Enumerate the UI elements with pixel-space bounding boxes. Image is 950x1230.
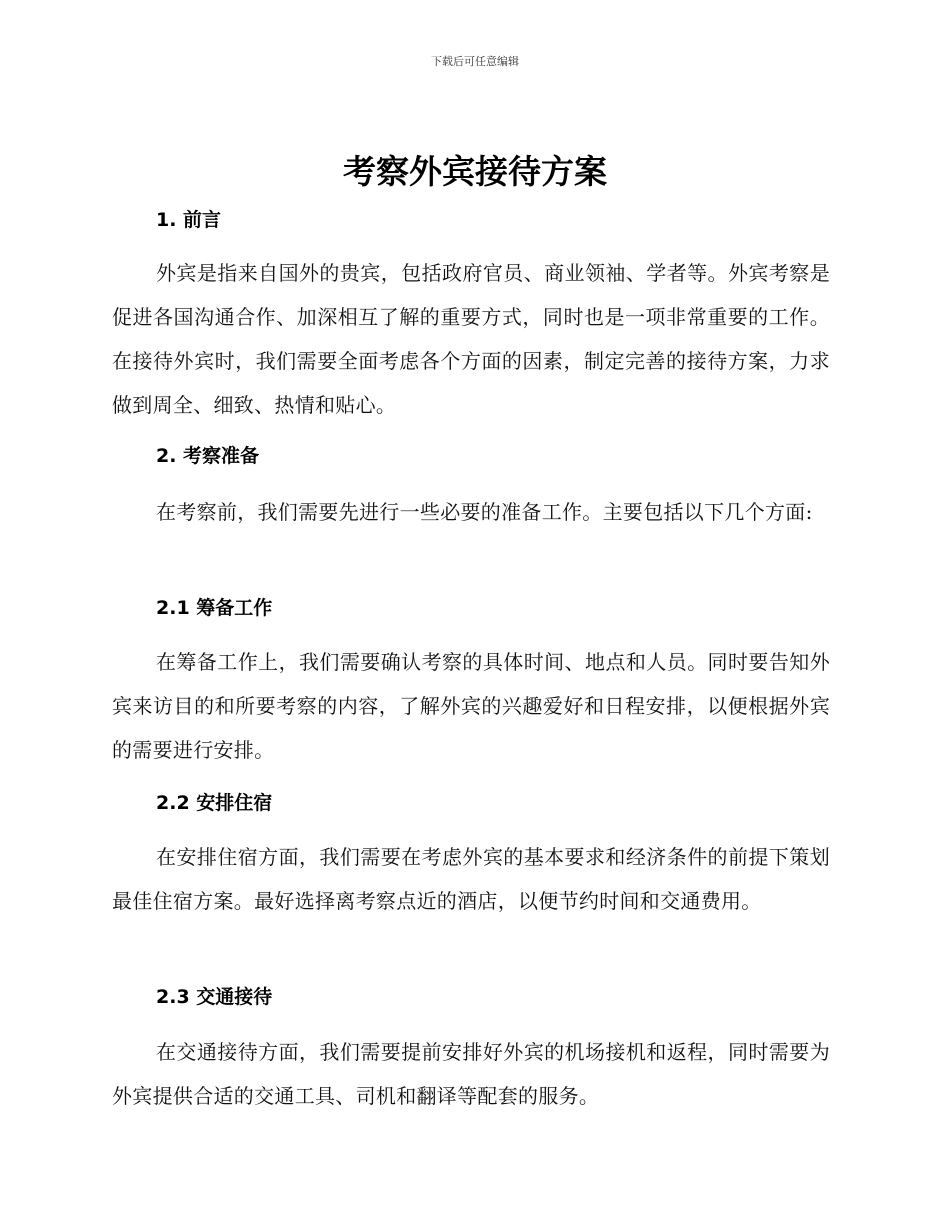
section-body-accommodation: 在安排住宿方面，我们需要在考虑外宾的基本要求和经济条件的前提下策划最佳住宿方案。最好选择离考察点近的酒店，以便节约时间和交通费用。 (112, 845, 830, 913)
section-body-transportation: 在交通接待方面，我们需要提前安排好外宾的机场接机和返程，同时需要为外宾提供合适的交通工具、司机和翻译等配套的服务。 (112, 1040, 830, 1108)
section-body-preparation: 在考察前，我们需要先进行一些必要的准备工作。主要包括以下几个方面: (156, 500, 813, 524)
section-heading-accommodation: 2.2 安排住宿 (156, 792, 273, 814)
document-title: 考察外宾接待方案 (343, 152, 607, 191)
section-heading-planning: 2.1 筹备工作 (156, 597, 273, 619)
page-header-note: 下载后可任意编辑 (431, 55, 519, 68)
section-body-planning: 在筹备工作上，我们需要确认考察的具体时间、地点和人员。同时要告知外宾来访目的和所要考察的内容，了解外宾的兴趣爱好和日程安排，以便根据外宾的需要进行安排。 (112, 650, 830, 762)
section-heading-transportation: 2.3 交通接待 (156, 986, 273, 1008)
section-body-preface: 外宾是指来自国外的贵宾，包括政府官员、商业领袖、学者等。外宾考察是促进各国沟通合作、加深相互了解的重要方式，同时也是一项非常重要的工作。在接待外宾时，我们需要全面考虑各个方面的因素，制定完善的接待方案，力求做到周全、细致、热情和贴心。 (112, 261, 830, 417)
section-heading-preface: 1. 前言 (156, 209, 222, 231)
section-heading-preparation: 2. 考察准备 (156, 445, 260, 467)
